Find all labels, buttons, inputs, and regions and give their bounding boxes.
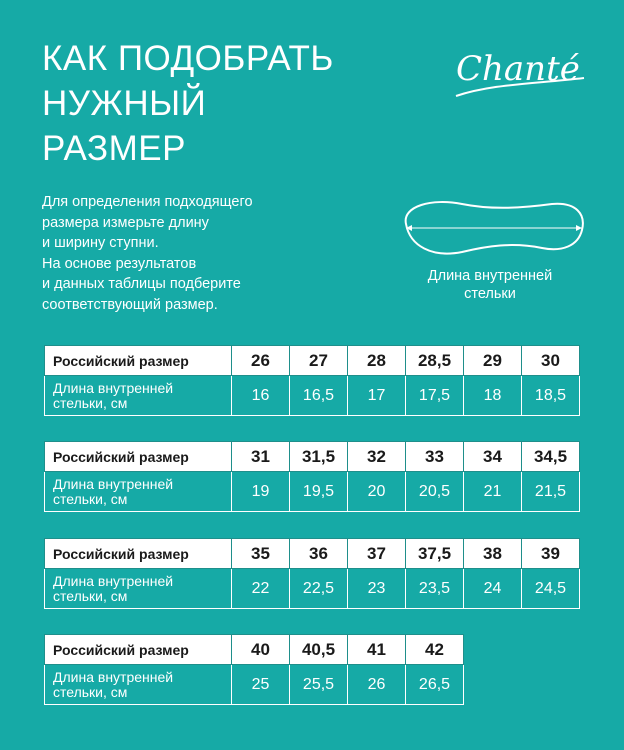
length-row-label	[45, 569, 232, 609]
size-cell: 30	[522, 346, 580, 376]
intro-line-1: Для определения подходящего	[42, 194, 253, 210]
title-line-3: РАЗМЕР	[42, 129, 186, 168]
insole-caption-line-2: стельки	[464, 286, 516, 302]
size-row	[45, 346, 580, 376]
size-cell: 32	[348, 442, 406, 472]
size-row-label: Российский размер	[45, 539, 232, 569]
size-cell: 28	[348, 346, 406, 376]
intro-line-2: размера измерьте длину	[42, 214, 209, 231]
length-cell: 22,5	[290, 569, 348, 609]
length-label-line-2: стельки, см	[53, 394, 128, 411]
intro-line-4: На основе результатов	[42, 255, 197, 272]
length-cell: 24	[464, 569, 522, 609]
length-cell: 16,5	[290, 376, 348, 416]
length-cell: 20,5	[406, 472, 464, 512]
length-label-line-1: Длина внутренней	[53, 475, 174, 492]
size-cell: 37,5	[406, 539, 464, 569]
length-row-label	[45, 665, 232, 705]
length-cell: 18	[464, 376, 522, 416]
size-cell: 41	[348, 635, 406, 665]
length-cell: 23,5	[406, 569, 464, 609]
length-cell: 26	[348, 665, 406, 705]
length-label-line-1: Длина внутренней	[53, 379, 174, 396]
length-label-line-1: Длина внутренней	[53, 668, 174, 685]
size-cell: 28,5	[406, 346, 464, 376]
size-cell: 38	[464, 539, 522, 569]
size-row	[45, 539, 580, 569]
length-cell: 23	[348, 569, 406, 609]
length-cell: 24,5	[522, 569, 580, 609]
length-cell: 21,5	[522, 472, 580, 512]
length-cell: 20	[348, 472, 406, 512]
insole-caption	[400, 267, 580, 303]
size-cell: 27	[290, 346, 348, 376]
size-row-label: Российский размер	[45, 442, 232, 472]
size-cell: 33	[406, 442, 464, 472]
size-cell: 35	[232, 539, 290, 569]
size-row-label: Российский размер	[45, 346, 232, 376]
length-row	[45, 665, 464, 705]
length-cell: 18,5	[522, 376, 580, 416]
size-cell: 39	[522, 539, 580, 569]
title-line-2: НУЖНЫЙ	[42, 84, 207, 123]
size-cell: 29	[464, 346, 522, 376]
intro-line-6: соответствующий размер.	[42, 296, 218, 313]
length-cell: 16	[232, 376, 290, 416]
size-table-4	[44, 634, 464, 705]
length-cell: 19,5	[290, 472, 348, 512]
size-table-2	[44, 441, 580, 512]
length-cell: 25,5	[290, 665, 348, 705]
length-cell: 19	[232, 472, 290, 512]
size-cell: 37	[348, 539, 406, 569]
size-row	[45, 635, 464, 665]
length-row-label	[45, 376, 232, 416]
size-table-3	[44, 538, 580, 609]
size-row	[45, 442, 580, 472]
size-cell: 36	[290, 539, 348, 569]
length-row	[45, 569, 580, 609]
chante-logo	[452, 40, 592, 110]
size-cell: 34	[464, 442, 522, 472]
length-label-line-1: Длина внутренней	[53, 572, 174, 589]
size-cell: 42	[406, 635, 464, 665]
size-table-1	[44, 345, 580, 416]
intro-text	[42, 192, 342, 315]
length-cell: 17,5	[406, 376, 464, 416]
insole-outline-icon	[392, 194, 588, 260]
length-cell: 26,5	[406, 665, 464, 705]
insole-caption-line-1: Длина внутренней	[427, 268, 553, 284]
length-row	[45, 472, 580, 512]
length-label-line-2: стельки, см	[53, 683, 128, 700]
size-cell: 40,5	[290, 635, 348, 665]
length-cell: 25	[232, 665, 290, 705]
size-cell: 31	[232, 442, 290, 472]
length-label-line-2: стельки, см	[53, 587, 128, 604]
size-row-label: Российский размер	[45, 635, 232, 665]
size-cell: 40	[232, 635, 290, 665]
size-cell: 34,5	[522, 442, 580, 472]
logo-text: Chanté	[456, 49, 580, 89]
size-cell: 31,5	[290, 442, 348, 472]
page-title	[42, 36, 334, 171]
title-line-1: КАК ПОДОБРАТЬ	[42, 39, 334, 78]
length-cell: 21	[464, 472, 522, 512]
length-cell: 22	[232, 569, 290, 609]
length-row	[45, 376, 580, 416]
length-cell: 17	[348, 376, 406, 416]
size-cell: 26	[232, 346, 290, 376]
intro-line-3: и ширину ступни.	[42, 235, 159, 251]
length-row-label	[45, 472, 232, 512]
intro-line-5: и данных таблицы подберите	[42, 276, 241, 292]
length-label-line-2: стельки, см	[53, 490, 128, 507]
